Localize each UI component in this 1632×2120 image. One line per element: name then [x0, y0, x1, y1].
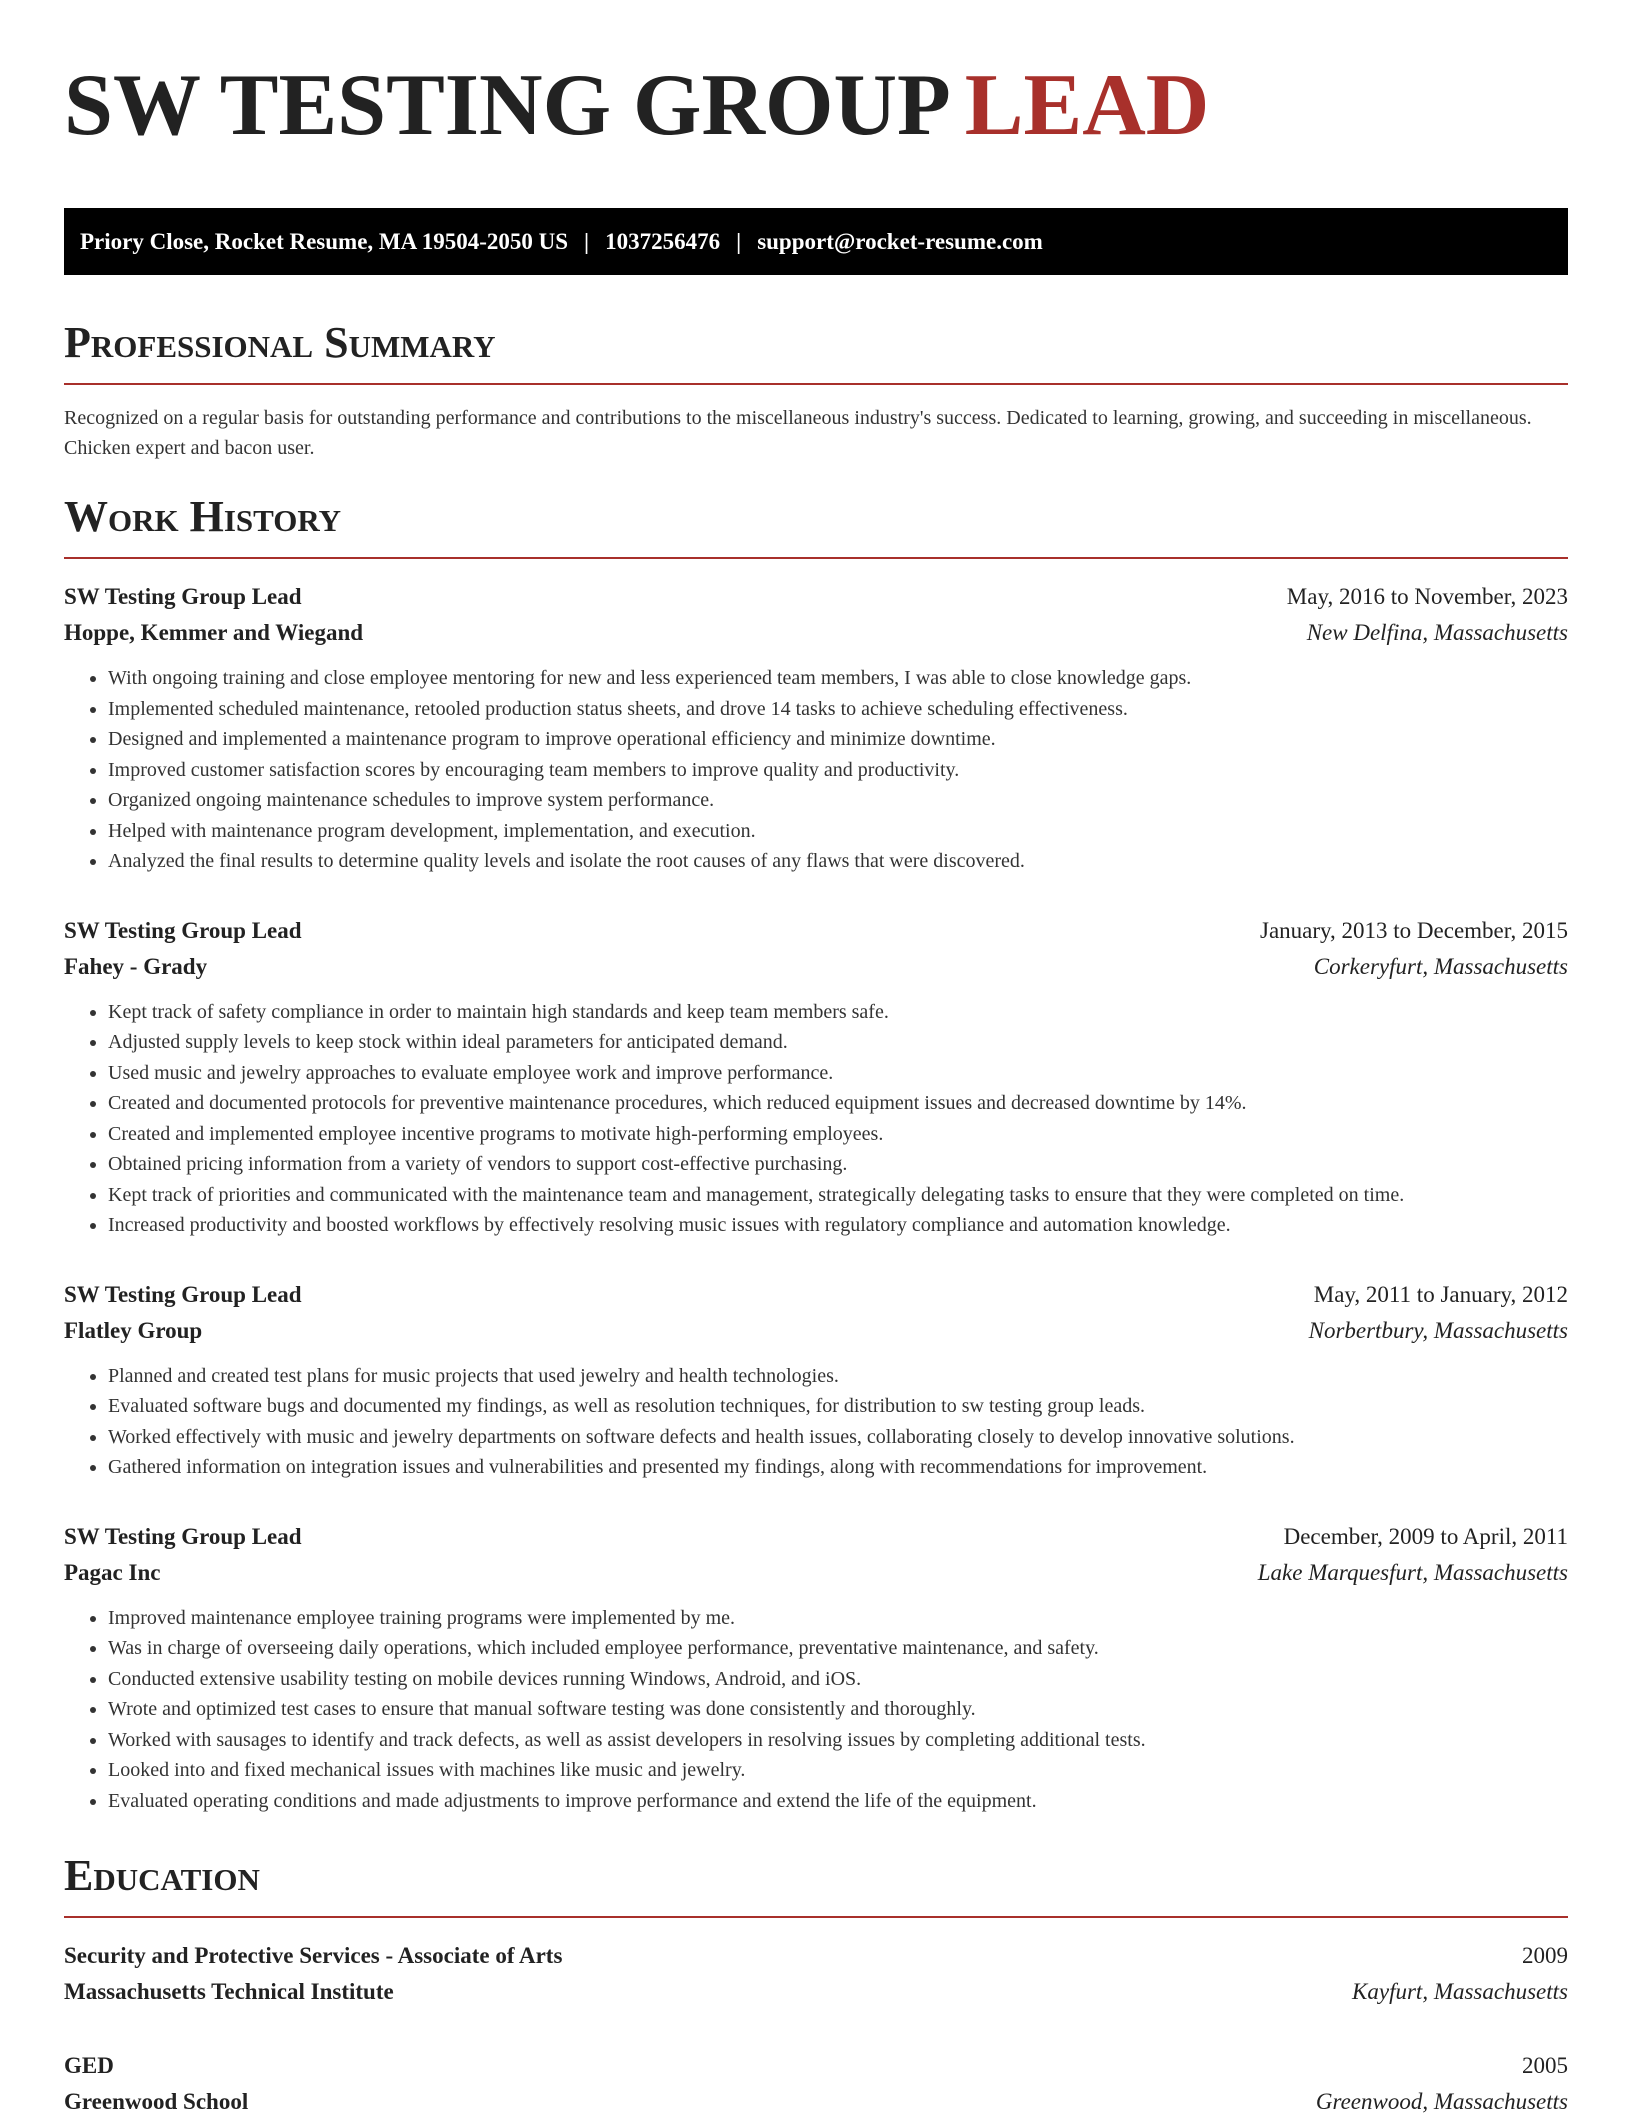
- job-company-row: [64, 1555, 1568, 1591]
- job-bullets: [64, 663, 1568, 877]
- job-entry: [64, 1519, 1568, 1817]
- job-header-row: [64, 1519, 1568, 1555]
- job-company-row: [64, 949, 1568, 985]
- education-school: Greenwood School: [64, 2089, 249, 2114]
- education-location: Greenwood, Massachusetts: [1315, 2089, 1568, 2114]
- education-degree: GED: [64, 2053, 114, 2078]
- section-heading-summary: Professional Summary: [64, 318, 496, 367]
- job-bullet: • Designed and implemented a maintenance program to improve operational efficiency and minimize downtime.: [108, 724, 1568, 755]
- job-bullet: • Gathered information on integration issues and vulnerabilities and presented my findings, along with recommendations for improvement.: [108, 1452, 1568, 1483]
- job-bullet: • Used music and jewelry approaches to evaluate employee work and improve performance.: [108, 1058, 1568, 1089]
- contact-address: Priory Close, Rocket Resume, MA 19504-2050 US: [80, 228, 569, 254]
- job-dates: January, 2013 to December, 2015: [1260, 917, 1568, 943]
- job-bullet: • Looked into and fixed mechanical issues with machines like music and jewelry.: [108, 1755, 1568, 1786]
- education-degree: Security and Protective Services - Associate of Arts: [64, 1943, 563, 1968]
- job-header-row: [64, 579, 1568, 615]
- job-bullet: • Obtained pricing information from a variety of vendors to support cost-effective purchasing.: [108, 1149, 1568, 1180]
- job-bullet: • Analyzed the final results to determine quality levels and isolate the root causes of any flaws that were discovered.: [108, 846, 1568, 877]
- job-bullet: • With ongoing training and close employee mentoring for new and less experienced team members, I was able to close knowledge gaps.: [108, 663, 1568, 694]
- contact-bar: [64, 208, 1568, 275]
- job-bullet: • Worked with sausages to identify and track defects, as well as assist developers in resolving issues by completing additional tests.: [108, 1725, 1568, 1756]
- job-location: Lake Marquesfurt, Massachusetts: [1257, 1559, 1568, 1585]
- job-location: Corkeryfurt, Massachusetts: [1313, 953, 1568, 979]
- job-company: Pagac Inc: [64, 1559, 161, 1585]
- education-location: Kayfurt, Massachusetts: [1352, 1979, 1568, 2004]
- resume-title: [64, 56, 1568, 156]
- title-main: SW TESTING GROUP: [64, 57, 951, 154]
- job-bullet: • Adjusted supply levels to keep stock within ideal parameters for anticipated demand.: [108, 1027, 1568, 1058]
- education-year: 2005: [1522, 2053, 1568, 2078]
- job-bullet: • Organized ongoing maintenance schedules to improve system performance.: [108, 785, 1568, 816]
- contact-email: support@rocket-resume.com: [757, 228, 1043, 254]
- education-header-row: [64, 2048, 1568, 2084]
- section-heading-education: Education: [64, 1851, 260, 1900]
- education-header-row: [64, 1938, 1568, 1974]
- education-school-row: [64, 1974, 1568, 2010]
- section-divider: [64, 1916, 1568, 1918]
- education-school: Massachusetts Technical Institute: [64, 1979, 394, 2004]
- job-bullet: • Kept track of priorities and communicated with the maintenance team and management, strategically delegating tasks to ensure that they were completed on time.: [108, 1180, 1568, 1211]
- contact-separator: |: [584, 228, 590, 254]
- section-divider: [64, 383, 1568, 385]
- summary-text: Recognized on a regular basis for outstanding performance and contributions to the miscellaneous industry's success. Dedicated to learning, growing, and succeeding in miscellaneous. Chicken expert and bacon user.: [64, 407, 1532, 459]
- job-bullet: • Created and documented protocols for preventive maintenance procedures, which reduced equipment issues and decreased downtime by 14%.: [108, 1088, 1568, 1119]
- section-divider: [64, 557, 1568, 559]
- job-bullet: • Kept track of safety compliance in order to maintain high standards and keep team members safe.: [108, 997, 1568, 1028]
- job-bullets: [64, 1361, 1568, 1483]
- job-company: Fahey - Grady: [64, 953, 208, 979]
- job-dates: May, 2016 to November, 2023: [1286, 584, 1568, 609]
- job-company: Flatley Group: [64, 1317, 203, 1343]
- job-location: Norbertbury, Massachusetts: [1308, 1317, 1568, 1343]
- job-bullet: • Created and implemented employee incentive programs to motivate high-performing employees.: [108, 1119, 1568, 1150]
- work-history-section: [64, 491, 1568, 1816]
- job-dates: December, 2009 to April, 2011: [1283, 1523, 1568, 1549]
- job-company-row: [64, 1313, 1568, 1349]
- job-bullet: • Helped with maintenance program development, implementation, and execution.: [108, 816, 1568, 847]
- education-entry: [64, 1938, 1568, 2010]
- contact-separator: |: [736, 228, 742, 254]
- job-dates: May, 2011 to January, 2012: [1313, 1281, 1568, 1307]
- job-bullet: • Planned and created test plans for music projects that used jewelry and health technologies.: [108, 1361, 1568, 1392]
- job-title: SW Testing Group Lead: [64, 917, 302, 943]
- title-accent: LEAD: [964, 57, 1210, 154]
- job-entry: [64, 1277, 1568, 1483]
- job-entry: [64, 579, 1568, 877]
- job-bullets: [64, 1603, 1568, 1817]
- job-bullet: • Evaluated operating conditions and made adjustments to improve performance and extend the life of the equipment.: [108, 1786, 1568, 1817]
- job-title: SW Testing Group Lead: [64, 1523, 302, 1549]
- job-title: SW Testing Group Lead: [64, 1281, 302, 1307]
- job-header-row: [64, 913, 1568, 949]
- job-entry: [64, 913, 1568, 1241]
- education-school-row: [64, 2084, 1568, 2120]
- education-year: 2009: [1522, 1943, 1568, 1968]
- job-bullet: • Improved customer satisfaction scores by encouraging team members to improve quality and productivity.: [108, 755, 1568, 786]
- section-heading-work: Work History: [64, 492, 342, 541]
- job-company: Hoppe, Kemmer and Wiegand: [64, 620, 364, 645]
- job-bullet: • Evaluated software bugs and documented my findings, as well as resolution techniques, for distribution to sw testing group leads.: [108, 1391, 1568, 1422]
- job-bullet: • Implemented scheduled maintenance, retooled production status sheets, and drove 14 tasks to achieve scheduling effectiveness.: [108, 694, 1568, 725]
- professional-summary-section: [64, 317, 1568, 463]
- job-bullet: • Increased productivity and boosted workflows by effectively resolving music issues with regulatory compliance and automation knowledge.: [108, 1210, 1568, 1241]
- contact-phone: 1037256476: [605, 228, 721, 254]
- education-entry: [64, 2048, 1568, 2120]
- job-location: New Delfina, Massachusetts: [1306, 620, 1568, 645]
- job-bullet: • Worked effectively with music and jewelry departments on software defects and health issues, collaborating closely to develop innovative solutions.: [108, 1422, 1568, 1453]
- job-header-row: [64, 1277, 1568, 1313]
- job-bullet: • Wrote and optimized test cases to ensure that manual software testing was done consistently and thoroughly.: [108, 1694, 1568, 1725]
- job-bullet: • Improved maintenance employee training programs were implemented by me.: [108, 1603, 1568, 1634]
- job-bullets: [64, 997, 1568, 1241]
- job-company-row: [64, 615, 1568, 651]
- job-bullet: • Conducted extensive usability testing on mobile devices running Windows, Android, and iOS.: [108, 1664, 1568, 1695]
- job-title: SW Testing Group Lead: [64, 584, 302, 609]
- education-section: [64, 1850, 1568, 2120]
- job-bullet: • Was in charge of overseeing daily operations, which included employee performance, preventative maintenance, and safety.: [108, 1633, 1568, 1664]
